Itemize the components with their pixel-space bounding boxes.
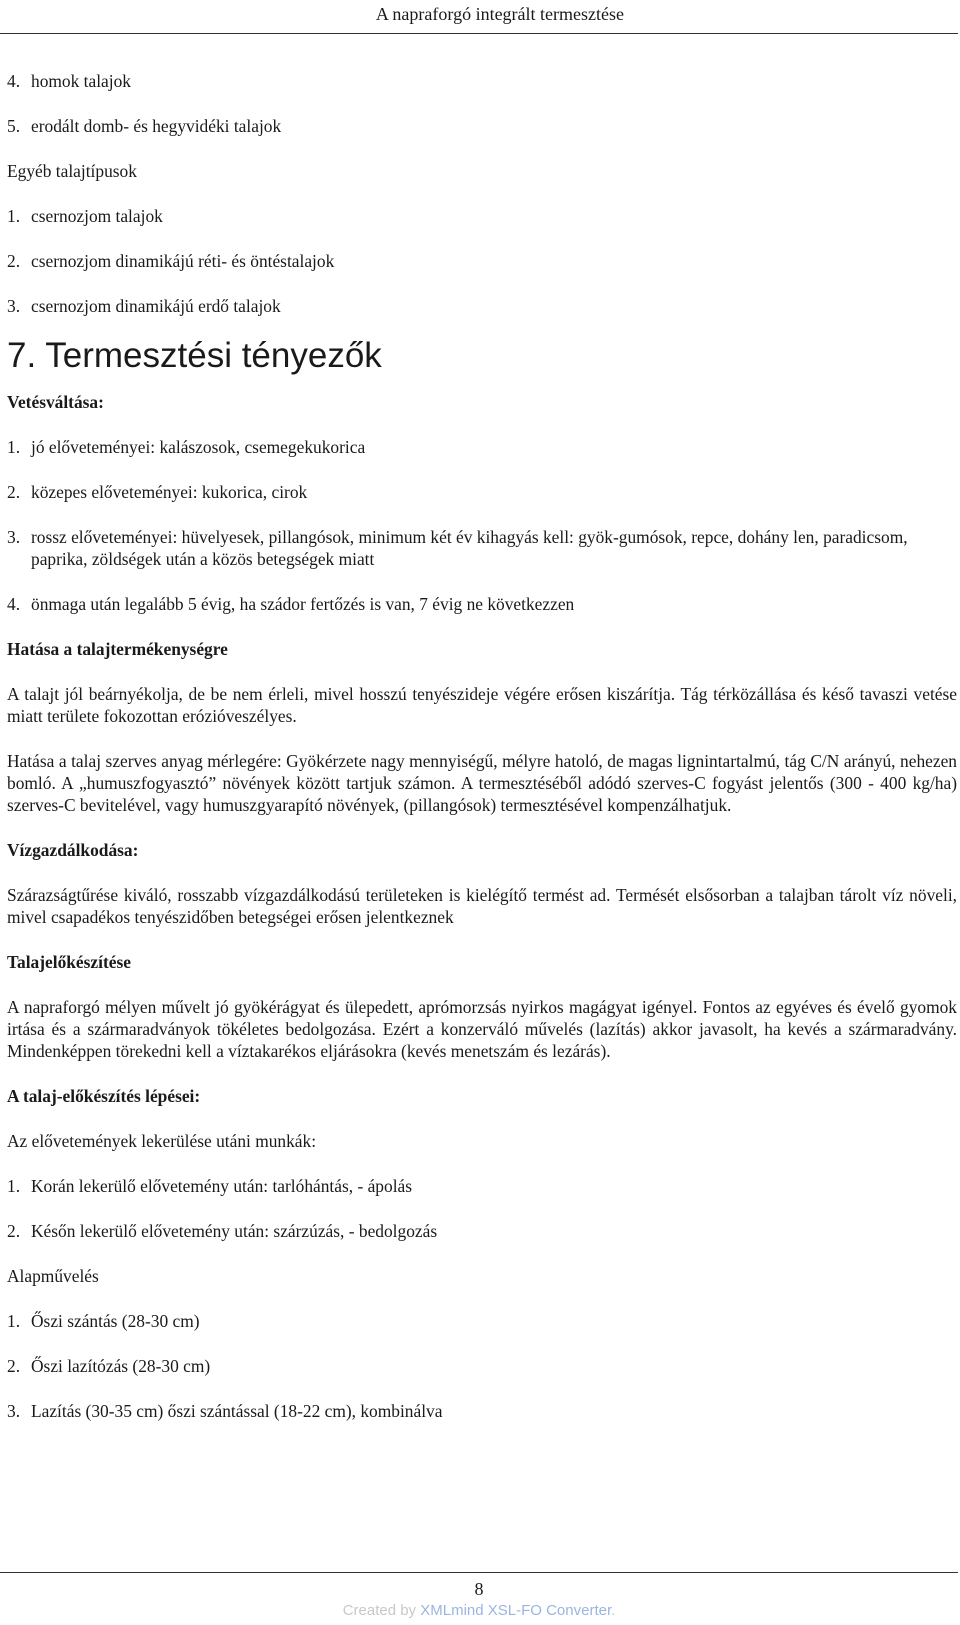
list-item [7, 1400, 957, 1422]
list-item [7, 205, 957, 227]
list-item-number: 3. [7, 296, 21, 316]
list-item-text: közepes előveteményei: kukorica, cirok [31, 482, 308, 502]
basic-tillage-label: Alapművelés [7, 1266, 99, 1286]
soil-prep-paragraph: A napraforgó mélyen művelt jó gyökérágyat és ülepedett, aprómorzsás nyirkos magágyat igényel. Fontos az egyéves és évelő gyomok irtása és a szármaradványok tökéletes bedolgozása. Ezért a konzerváló művelés (lazítás) akkor javasolt, ha kevés a szármaradvány. Mindenképpen törekedni kell a víztakarékos eljárásokra (kevés menetszám és lezárás). [7, 997, 957, 1061]
list-item-text: homok talajok [31, 71, 131, 91]
list-item-text: csernozjom talajok [31, 206, 163, 226]
list-item [7, 1355, 957, 1377]
list-item-number: 1. [7, 437, 21, 457]
credit-prefix: Created by [342, 1602, 421, 1619]
list-item-text: jó előveteményei: kalászosok, csemegekukorica [31, 437, 366, 457]
list-item-number: 3. [7, 1401, 21, 1421]
list-item-text: Őszi lazítózás (28-30 cm) [31, 1356, 211, 1376]
list-item-number: 2. [7, 1356, 21, 1376]
list-item [7, 436, 957, 458]
list-item-number: 1. [7, 1311, 21, 1331]
credit-suffix: . [611, 1602, 616, 1619]
list-item-number: 4. [7, 594, 21, 614]
page-content [7, 70, 957, 1445]
list-item-number: 2. [7, 482, 21, 502]
list-item [7, 526, 957, 570]
page-number: 8 [474, 1579, 484, 1599]
running-header-title: A napraforgó integrált termesztése [375, 4, 624, 24]
list-item [7, 593, 957, 615]
list-item [7, 1175, 957, 1197]
list-item-number: 2. [7, 251, 21, 271]
soil-prep-heading: Talajelőkészítése [7, 952, 131, 972]
list-item [7, 1310, 957, 1332]
list-item-text: csernozjom dinamikájú erdő talajok [31, 296, 281, 316]
list-item-text: erodált domb- és hegyvidéki talajok [31, 116, 282, 136]
list-item-number: 4. [7, 71, 21, 91]
list-item-number: 3. [7, 527, 21, 547]
list-item-number: 1. [7, 1176, 21, 1196]
converter-credit [0, 1601, 958, 1621]
prep-steps-intro: Az elővetemények lekerülése utáni munkák: [7, 1131, 317, 1151]
list-item [7, 295, 957, 317]
list-item-text: Későn lekerülő elővetemény után: szárzúzás, - bedolgozás [31, 1221, 438, 1241]
list-item-number: 1. [7, 206, 21, 226]
list-item-text: Korán lekerülő elővetemény után: tarlóhántás, - ápolás [31, 1176, 413, 1196]
list-item [7, 1220, 957, 1242]
fertility-paragraph: A talajt jól beárnyékolja, de be nem érleli, mivel hosszú tenyészideje végére erősen kiszárítja. Tág térközállása és késő tavaszi vetése miatt területe fokozottan erózióveszélyes. [7, 684, 957, 726]
list-item-text: Őszi szántás (28-30 cm) [31, 1311, 200, 1331]
list-item-text: önmaga után legalább 5 évig, ha szádor fertőzés is van, 7 évig ne következzen [31, 594, 575, 614]
list-item-text: Lazítás (30-35 cm) őszi szántással (18-22 cm), kombinálva [31, 1401, 443, 1421]
list-item [7, 70, 957, 92]
list-item-number: 5. [7, 116, 21, 136]
list-item-text: csernozjom dinamikájú réti- és öntéstalajok [31, 251, 335, 271]
footer-divider [0, 1572, 958, 1573]
credit-brand: XMLmind XSL-FO Converter [420, 1602, 612, 1619]
list-item [7, 115, 957, 137]
water-heading: Vízgazdálkodása: [7, 840, 139, 860]
other-soils-label: Egyéb talajtípusok [7, 161, 137, 181]
water-paragraph: Szárazságtűrése kiváló, rosszabb vízgazdálkodású területeken is kielégítő termést ad. Termését elsősorban a talajban tárolt víz növeli, mivel csapadékos tenyészidőben betegségei erősen jelentkeznek [7, 885, 957, 927]
section-title: 7. Termesztési tényezők [7, 336, 382, 375]
fertility-heading: Hatása a talajtermékenységre [7, 639, 228, 659]
list-item [7, 481, 957, 503]
organic-matter-paragraph: Hatása a talaj szerves anyag mérlegére: Gyökérzete nagy mennyiségű, mélyre hatoló, de magas lignintartalmú, tág C/N arányú, nehezen bomló. A „humuszfogyasztó” növények között tartjuk számon. A termesztéséből adódó szerves-C fogyást jelentős (300 - 400 kg/ha) szerves-C bevitelével, vagy humuszgyarapító növények, (pillangósok) termesztésével kompenzálhatjuk. [7, 751, 957, 815]
rotation-heading: Vetésváltása: [7, 392, 104, 412]
list-item [7, 250, 957, 272]
page-header [0, 0, 958, 34]
prep-steps-heading: A talaj-előkészítés lépései: [7, 1086, 201, 1106]
list-item-number: 2. [7, 1221, 21, 1241]
list-item-text: rossz előveteményei: hüvelyesek, pillangósok, minimum két év kihagyás kell: gyök-gumósok, repce, dohány len, paradicsom, paprika, zöldségek után a közös betegségek miatt [31, 527, 908, 569]
